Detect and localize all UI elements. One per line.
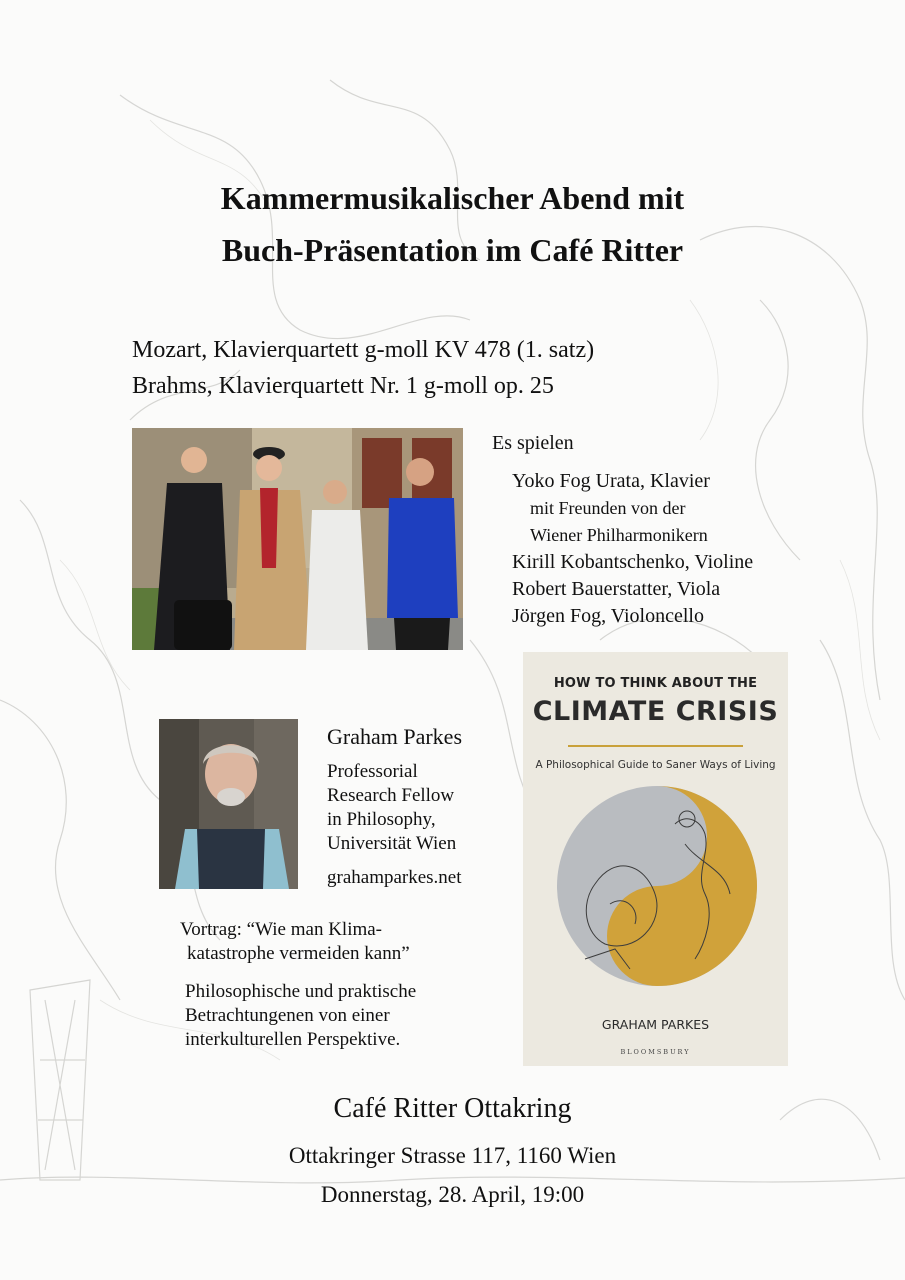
venue-address: Ottakringer Strasse 117, 1160 Wien <box>288 1143 617 1168</box>
book-divider <box>568 745 743 747</box>
book-title-main: CLIMATE CRISIS <box>532 696 779 727</box>
speaker-name: Graham Parkes <box>327 724 463 749</box>
talk-info <box>180 918 416 1052</box>
talk-desc-2: Betrachtungenen von einer <box>185 1005 390 1026</box>
speaker-role-2: Research Fellow <box>327 785 455 806</box>
speaker-portrait <box>159 719 298 889</box>
performers-note-2: Wiener Philharmonikern <box>530 525 708 545</box>
talk-title-line-2: katastrophe vermeiden kann” <box>187 943 410 964</box>
title-line-1: Kammermusikalischer Abend mit <box>220 180 685 216</box>
book-subtitle: A Philosophical Guide to Saner Ways of Living <box>535 759 776 771</box>
book-author: GRAHAM PARKES <box>601 1017 710 1032</box>
speaker-role-3: in Philosophy, <box>327 809 436 830</box>
book-publisher: BLOOMSBURY <box>620 1048 691 1056</box>
book-cover <box>523 652 788 1066</box>
program-item-brahms: Brahms, Klavierquartett Nr. 1 g-moll op. 25 <box>132 373 554 399</box>
event-title <box>0 172 905 276</box>
speaker-bio <box>327 722 462 890</box>
program-list <box>132 332 594 404</box>
speaker-role-1: Professorial <box>327 761 418 782</box>
venue-name: Café Ritter Ottakring <box>333 1093 572 1124</box>
program-item-mozart: Mozart, Klavierquartett g-moll KV 478 (1. satz) <box>132 337 595 363</box>
ensemble-photo <box>132 428 463 650</box>
performer-viola: Robert Bauerstatter, Viola <box>512 578 721 600</box>
book-title-top: HOW TO THINK ABOUT THE <box>553 676 758 691</box>
performer-violin: Kirill Kobantschenko, Violine <box>512 551 754 573</box>
event-datetime: Donnerstag, 28. April, 19:00 <box>320 1182 585 1207</box>
speaker-website: grahamparkes.net <box>327 867 462 888</box>
speaker-role-4: Universität Wien <box>327 833 457 854</box>
talk-desc-3: interkulturellen Perspektive. <box>185 1029 401 1050</box>
performers-list <box>512 468 753 630</box>
talk-title-line-1: Vortrag: “Wie man Klima- <box>180 919 383 940</box>
performers-note-1: mit Freunden von der <box>530 498 686 518</box>
title-line-2: Buch-Präsentation im Café Ritter <box>221 232 684 268</box>
performer-cello: Jörgen Fog, Violoncello <box>512 605 704 627</box>
book-cover-art <box>555 784 760 989</box>
talk-desc-1: Philosophische und praktische <box>185 981 417 1002</box>
performer-pianist: Yoko Fog Urata, Klavier <box>512 470 710 492</box>
performers-heading: Es spielen <box>492 432 574 454</box>
